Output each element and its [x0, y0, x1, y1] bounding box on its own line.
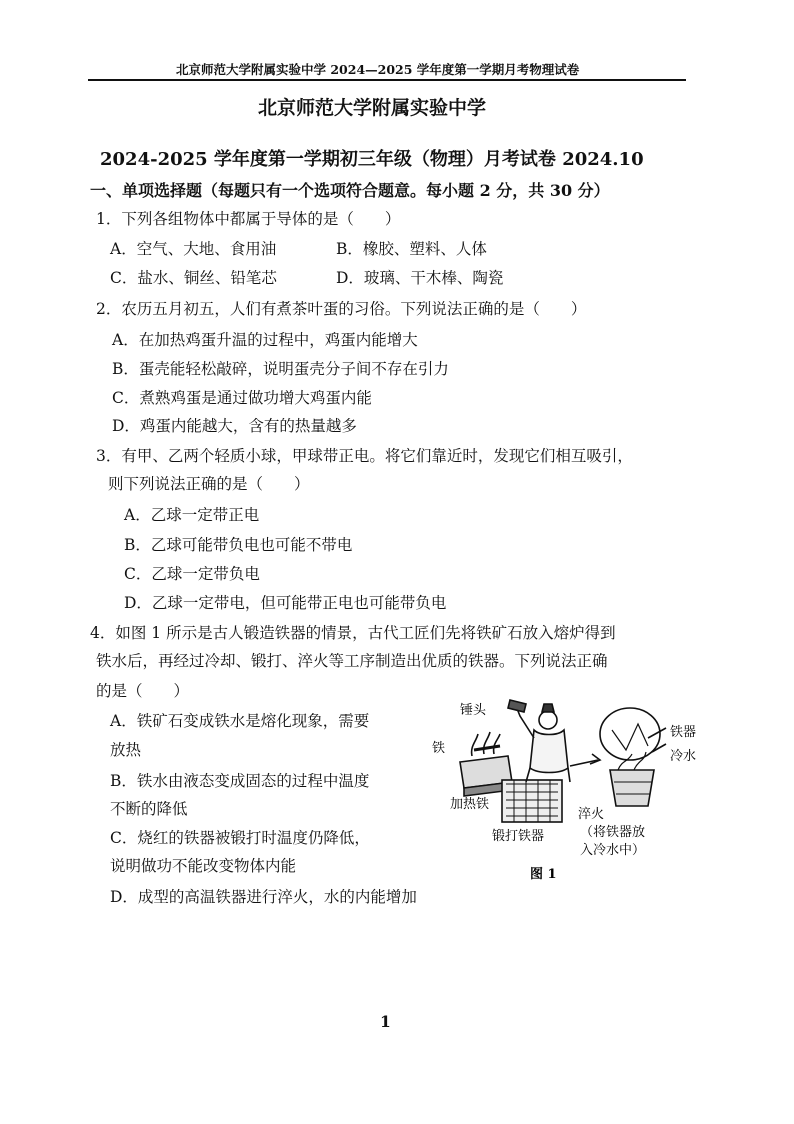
question-4-stem-line-3: 的是（ ）	[96, 682, 190, 700]
label-quench-note-1: （将铁器放	[580, 825, 646, 840]
question-3-stem-line-2: 则下列说法正确的是（ ）	[108, 475, 310, 493]
question-1-stem: 1．下列各组物体中都属于导体的是（ ）	[96, 210, 401, 228]
label-ironware: 铁器	[670, 725, 697, 740]
question-4-option-a: A．铁矿石变成铁水是熔化现象，需要	[110, 712, 370, 730]
question-1-option-a: A．空气、大地、食用油	[110, 240, 277, 258]
question-2-option-b: B．蛋壳能轻松敲碎，说明蛋壳分子间不存在引力	[112, 360, 449, 378]
question-2-stem: 2．农历五月初五，人们有煮茶叶蛋的习俗。下列说法正确的是（ ）	[96, 300, 587, 318]
question-2-option-c: C．煮熟鸡蛋是通过做功增大鸡蛋内能	[112, 389, 372, 407]
label-cold-water: 冷水	[670, 749, 697, 764]
question-1-option-d: D．玻璃、干木棒、陶瓷	[336, 269, 504, 287]
label-forging: 锻打铁器	[492, 829, 545, 844]
question-1-option-b: B．橡胶、塑料、人体	[336, 240, 487, 258]
question-3-option-c: C．乙球一定带负电	[124, 565, 260, 583]
question-4-stem-line-1: 4．如图 1 所示是古人锻造铁器的情景，古代工匠们先将铁矿石放入熔炉得到	[90, 624, 616, 642]
school-title: 北京师范大学附属实验中学	[258, 97, 487, 119]
question-4-option-a-cont: 放热	[110, 741, 142, 759]
question-4-option-d: D．成型的高温铁器进行淬火，水的内能增加	[110, 888, 417, 906]
question-1-option-c: C．盐水、铜丝、铅笔芯	[110, 269, 277, 287]
question-4-option-b-cont: 不断的降低	[110, 800, 188, 818]
question-4-option-c: C．烧红的铁器被锻打时温度仍降低，	[110, 829, 370, 847]
question-2-option-a: A．在加热鸡蛋升温的过程中，鸡蛋内能增大	[112, 331, 418, 349]
page-number: 1	[380, 1012, 391, 1031]
question-3-stem-line-1: 3．有甲、乙两个轻质小球，甲球带正电。将它们靠近时，发现它们相互吸引，	[96, 447, 633, 465]
label-quench: 淬火	[578, 807, 605, 822]
header-rule	[88, 79, 686, 81]
figure-caption: 图 1	[530, 867, 557, 882]
question-4-option-b: B．铁水由液态变成固态的过程中温度	[110, 772, 370, 790]
question-4-stem-line-2: 铁水后，再经过冷却、锻打、淬火等工序制造出优质的铁器。下列说法正确	[96, 652, 608, 670]
label-iron: 铁	[432, 741, 446, 756]
question-2-option-d: D．鸡蛋内能越大，含有的热量越多	[112, 417, 357, 435]
label-quench-note-2: 入冷水中）	[580, 843, 646, 858]
label-hammer: 锤头	[460, 703, 487, 718]
label-heating-iron: 加热铁	[450, 797, 490, 812]
question-3-option-a: A．乙球一定带正电	[124, 506, 260, 524]
question-3-option-d: D．乙球一定带电，但可能带正电也可能带负电	[124, 594, 447, 612]
figure-1	[430, 690, 720, 890]
forging-illustration	[430, 690, 720, 890]
question-3-option-b: B．乙球可能带负电也可能不带电	[124, 536, 353, 554]
running-header: 北京师范大学附属实验中学 2024—2025 学年度第一学期月考物理试卷	[176, 62, 580, 77]
exam-title: 2024-2025 学年度第一学期初三年级（物理）月考试卷 2024.10	[100, 149, 644, 170]
section-heading: 一、单项选择题（每题只有一个选项符合题意。每小题 2 分，共 30 分）	[90, 181, 610, 200]
question-4-option-c-cont: 说明做功不能改变物体内能	[110, 857, 297, 875]
